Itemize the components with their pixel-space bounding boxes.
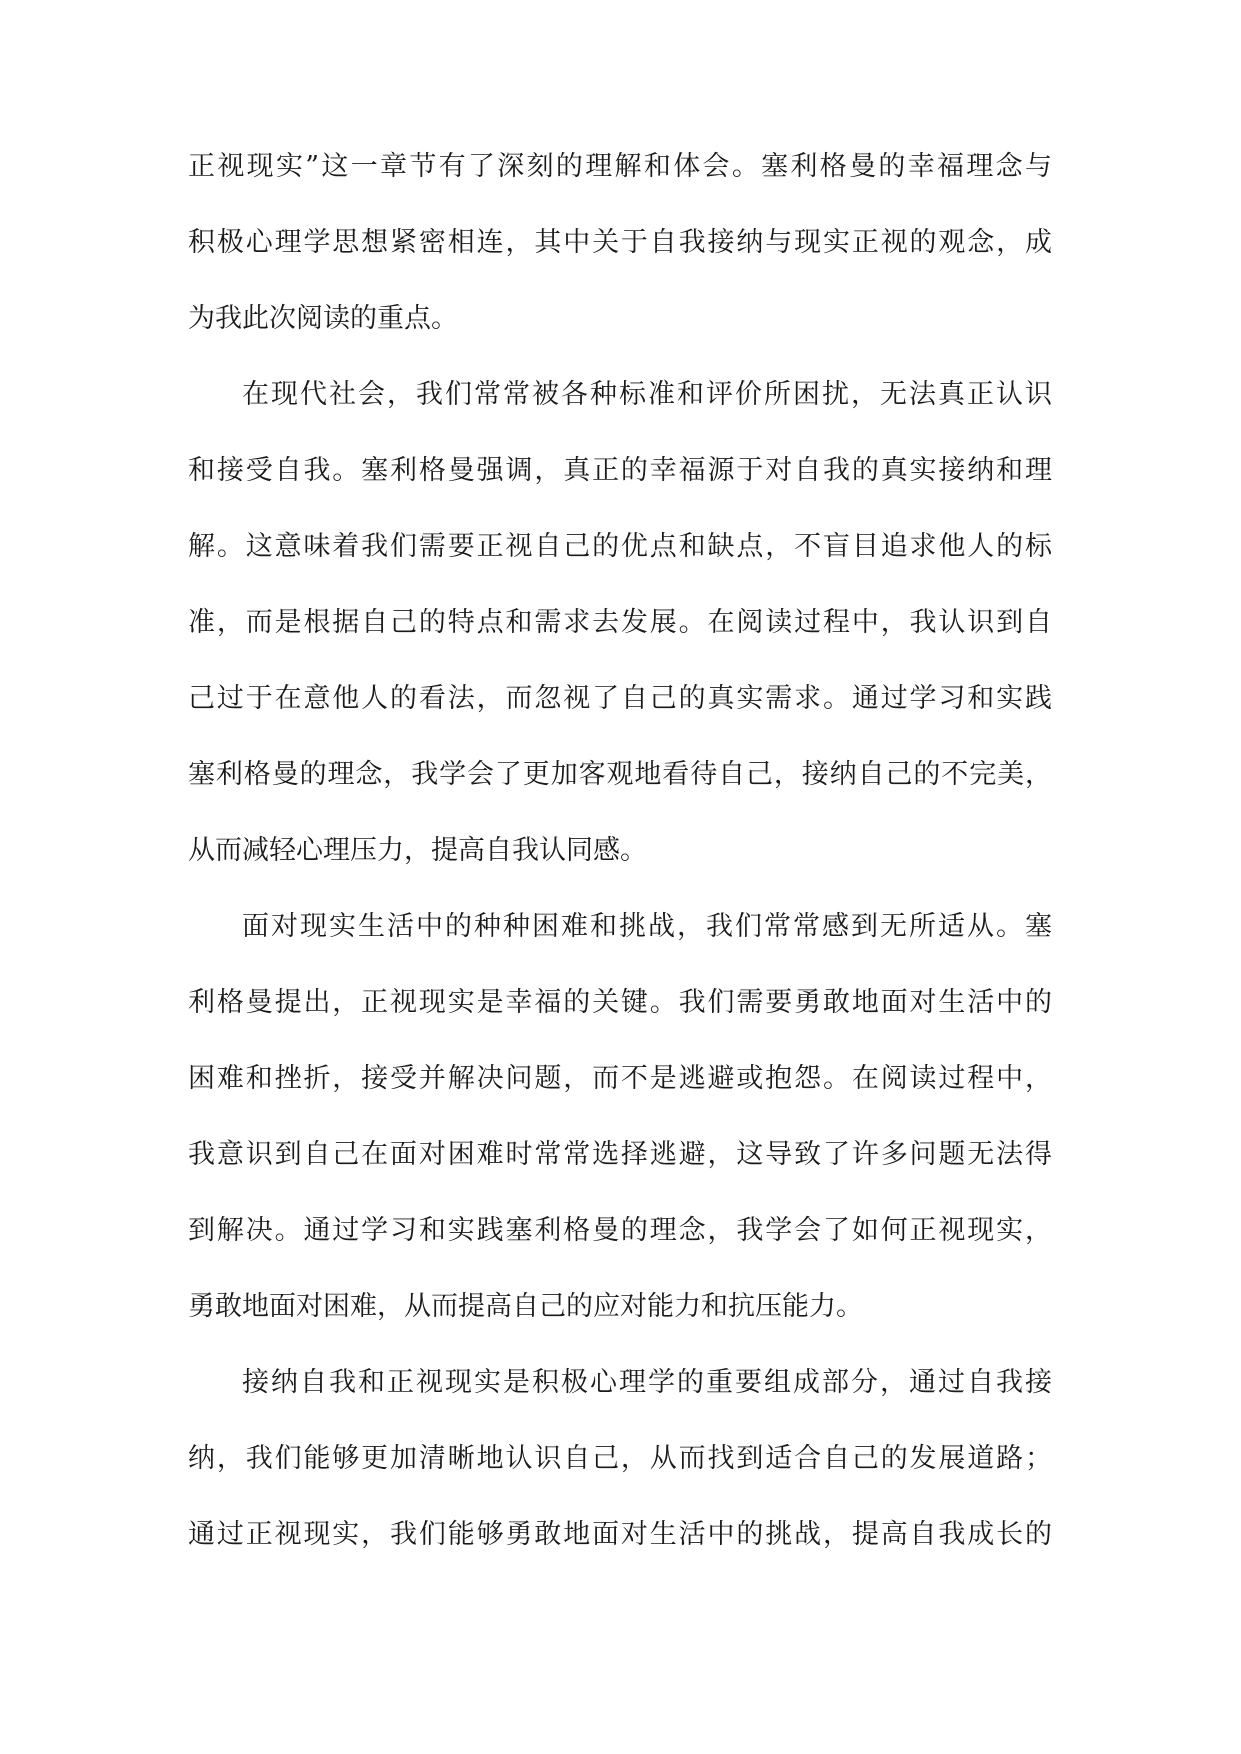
text-line: 通过正视现实，我们能够勇敢地面对生活中的挑战，提高自我成长的 bbox=[188, 1519, 1052, 1550]
text-line: 我意识到自己在面对困难时常常选择逃避，这导致了许多问题无法得 bbox=[188, 1139, 1052, 1170]
paragraph bbox=[188, 1364, 1052, 1592]
text-line: 塞利格曼的理念，我学会了更加客观地看待自己，接纳自己的不完美， bbox=[188, 759, 1052, 790]
text-line: 勇敢地面对困难，从而提高自己的应对能力和抗压能力。 bbox=[188, 1291, 863, 1322]
text-line: 困难和挫折，接受并解决问题，而不是逃避或抱怨。在阅读过程中， bbox=[188, 1063, 1052, 1094]
text-line: 从而减轻心理压力，提高自我认同感。 bbox=[188, 835, 647, 866]
text-line: 己过于在意他人的看法，而忽视了自己的真实需求。通过学习和实践 bbox=[188, 683, 1052, 714]
text-line: 接纳自我和正视现实是积极心理学的重要组成部分，通过自我接 bbox=[242, 1367, 1052, 1398]
text-line: 准，而是根据自己的特点和需求去发展。在阅读过程中，我认识到自 bbox=[188, 607, 1052, 638]
text-line: 纳，我们能够更加清晰地认识自己，从而找到适合自己的发展道路； bbox=[188, 1443, 1052, 1474]
paragraph bbox=[188, 908, 1052, 1364]
text-line: 和接受自我。塞利格曼强调，真正的幸福源于对自我的真实接纳和理 bbox=[188, 455, 1052, 486]
text-line: 解。这意味着我们需要正视自己的优点和缺点，不盲目追求他人的标 bbox=[188, 531, 1052, 562]
text-line: 为我此次阅读的重点。 bbox=[188, 303, 458, 334]
text-line: 在现代社会，我们常常被各种标准和评价所困扰，无法真正认识 bbox=[242, 379, 1052, 410]
text-line: 到解决。通过学习和实践塞利格曼的理念，我学会了如何正视现实， bbox=[188, 1215, 1052, 1246]
document-body bbox=[188, 148, 1052, 1592]
text-line: 面对现实生活中的种种困难和挑战，我们常常感到无所适从。塞 bbox=[242, 911, 1052, 942]
paragraph bbox=[188, 376, 1052, 908]
text-line: 正视现实”这一章节有了深刻的理解和体会。塞利格曼的幸福理念与 bbox=[188, 151, 1052, 182]
text-line: 利格曼提出，正视现实是幸福的关键。我们需要勇敢地面对生活中的 bbox=[188, 987, 1052, 1018]
text-line: 积极心理学思想紧密相连，其中关于自我接纳与现实正视的观念，成 bbox=[188, 227, 1052, 258]
paragraph bbox=[188, 148, 1052, 376]
